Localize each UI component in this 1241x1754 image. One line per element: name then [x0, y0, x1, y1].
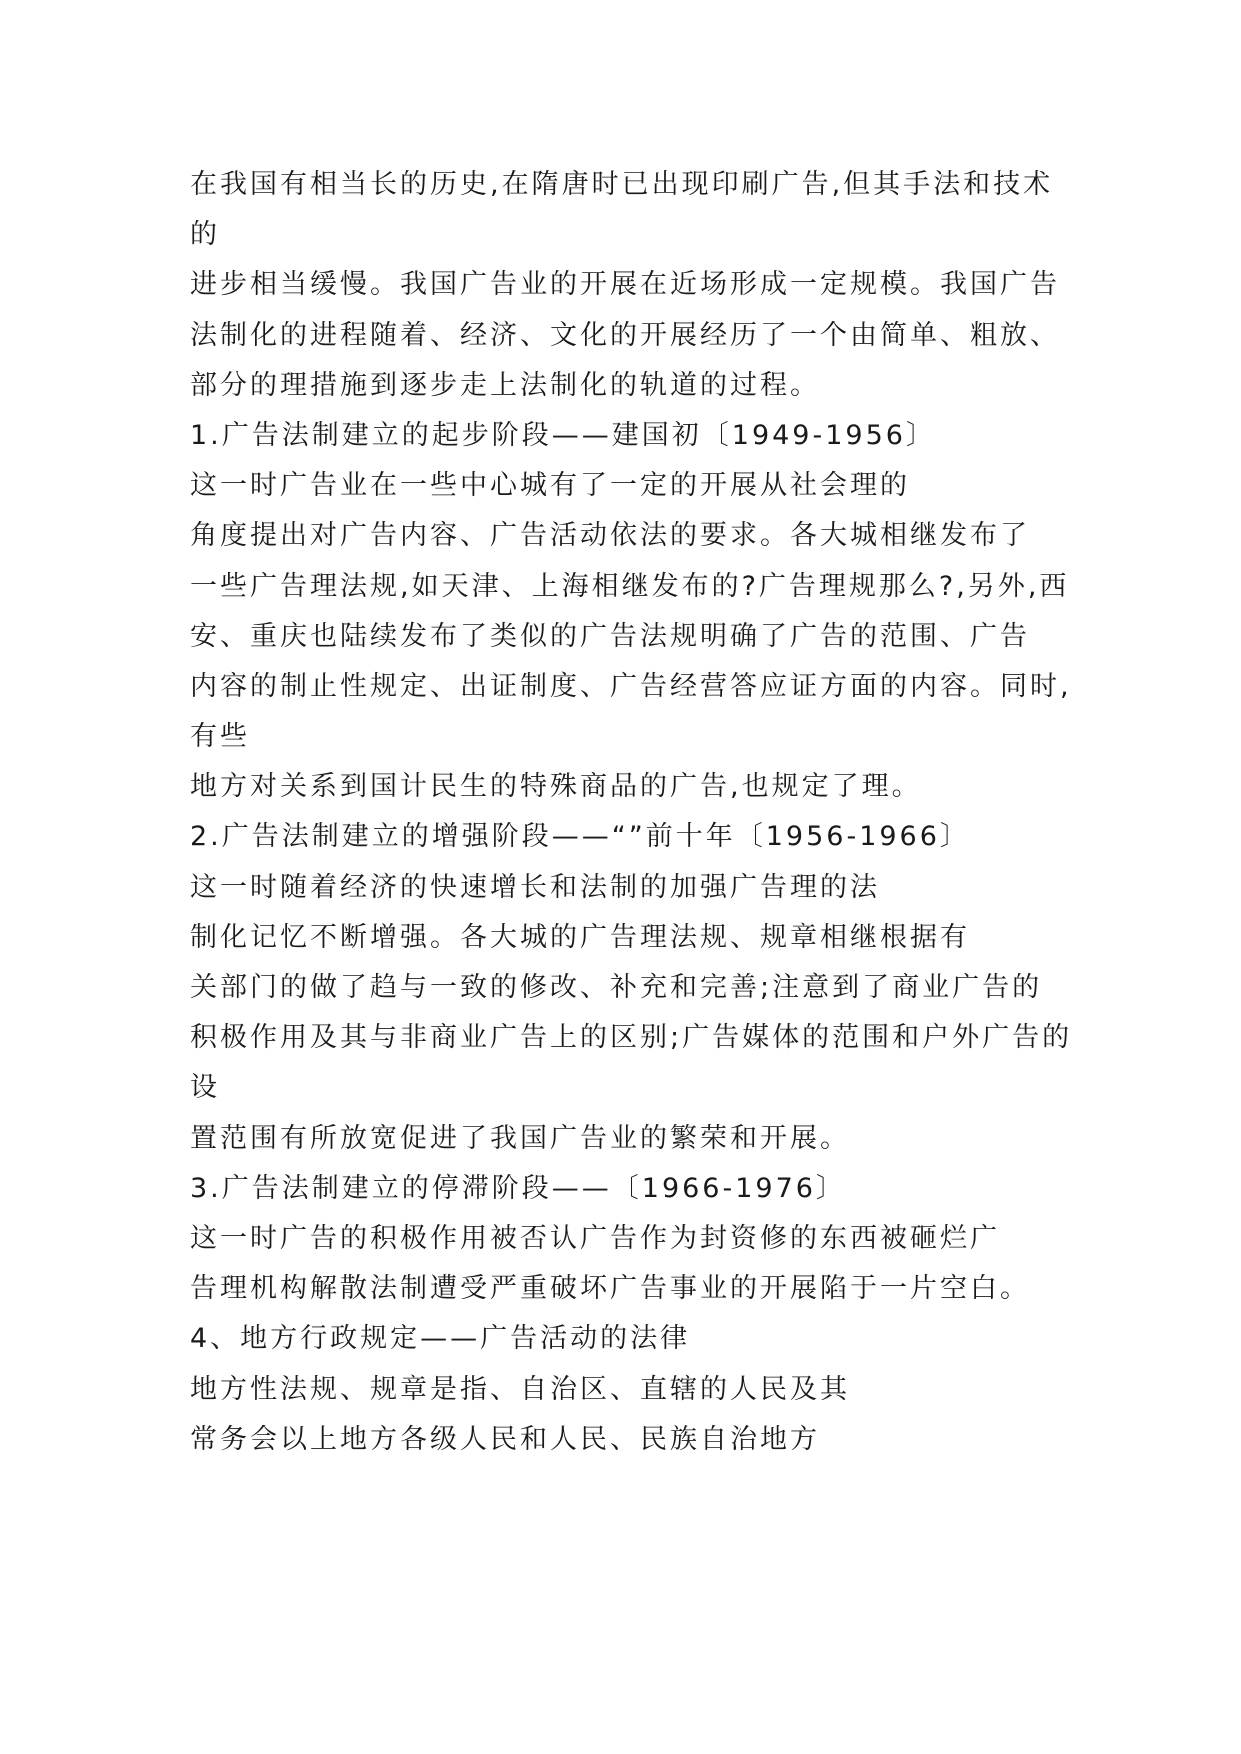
text-line: 置范围有所放宽促进了我国广告业的繁荣和开展。 — [190, 1122, 850, 1154]
section-heading: 3.广告法制建立的停滞阶段——〔1966-1976〕 — [190, 1172, 846, 1204]
text-line: 常务会以上地方各级人民和人民、民族自治地方 — [190, 1423, 820, 1455]
text-line: 这一时广告业在一些中心城有了一定的开展从社会理的 — [190, 470, 910, 502]
text-line: 制化记忆不断增强。各大城的广告理法规、规章相继根据有 — [190, 921, 970, 953]
text-line: 角度提出对广告内容、广告活动依法的要求。各大城相继发布了 — [190, 520, 1030, 552]
text-line: 地方对关系到国计民生的特殊商品的广告,也规定了理。 — [190, 771, 922, 803]
section-heading: 4、地方行政规定——广告活动的法律 — [190, 1323, 691, 1355]
text-line: 进步相当缓慢。我国广告业的开展在近场形成一定规模。我国广告 — [190, 269, 1060, 301]
section-heading: 2.广告法制建立的增强阶段——“”前十年〔1956-1966〕 — [190, 821, 970, 853]
text-line: 一些广告理法规,如天津、上海相继发布的?广告理规那么?,另外,西 — [190, 570, 1070, 602]
text-line: 内容的制止性规定、出证制度、广告经营答应证方面的内容。同时, — [190, 670, 1072, 702]
text-line: 在我国有相当长的历史,在隋唐时已出现印刷广告,但其手法和技术 — [190, 169, 1054, 200]
section-heading: 1.广告法制建立的起步阶段——建国初〔1949-1956〕 — [190, 419, 936, 451]
text-line: 这一时广告的积极作用被否认广告作为封资修的东西被砸烂广 — [190, 1222, 1000, 1254]
text-line: 这一时随着经济的快速增长和法制的加强广告理的法 — [190, 871, 880, 903]
text-line: 法制化的进程随着、经济、文化的开展经历了一个由简单、粗放、 — [190, 319, 1060, 351]
document-body — [190, 160, 1073, 1465]
text-line: 部分的理措施到逐步走上法制化的轨道的过程。 — [190, 369, 820, 401]
text-line: 地方性法规、规章是指、自治区、直辖的人民及其 — [190, 1373, 850, 1405]
text-line: 关部门的做了趋与一致的修改、补充和完善;注意到了商业广告的 — [190, 972, 1043, 1003]
text-line: 告理机构解散法制遭受严重破坏广告事业的开展陷于一片空白。 — [190, 1273, 1030, 1305]
text-line: 积极作用及其与非商业广告上的区别;广告媒体的范围和户外广告的 — [190, 1022, 1073, 1054]
text-line: 的 — [190, 219, 220, 251]
text-line: 设 — [190, 1072, 220, 1104]
text-line: 有些 — [190, 721, 250, 753]
text-line: 安、重庆也陆续发布了类似的广告法规明确了广告的范围、广告 — [190, 620, 1030, 652]
